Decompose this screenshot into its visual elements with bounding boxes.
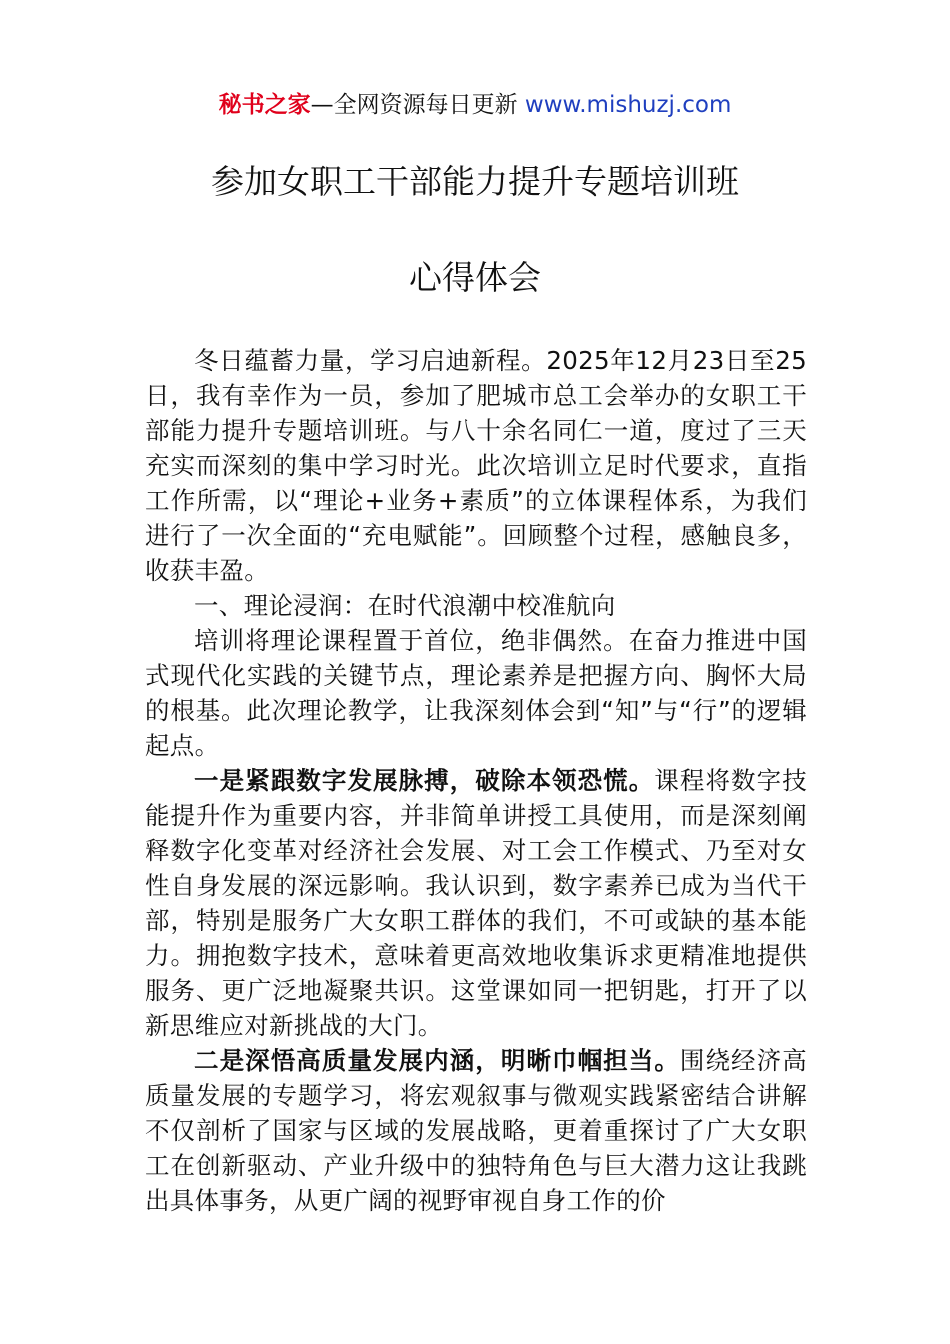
document-title-line-1: 参加女职工干部能力提升专题培训班: [211, 162, 739, 201]
document-title-line-2: 心得体会: [409, 258, 541, 297]
point-lead-2: 二是深悟高质量发展内涵，明晰巾帼担当。: [194, 1046, 680, 1075]
site-header: [0, 88, 950, 122]
brand-name: 秘书之家: [218, 92, 311, 118]
section-heading: 一、理论浸润：在时代浪潮中校准航向: [194, 591, 616, 620]
point-paragraph-1: [145, 763, 807, 1043]
point-lead-1: 一是紧跟数字发展脉搏，破除本领恐慌。: [194, 766, 655, 795]
section-paragraph: 培训将理论课程置于首位，绝非偶然。在奋力推进中国式现代化实践的关键节点，理论素养是把握方向、胸怀大局的根基。此次理论教学，让我深刻体会到“知”与“行”的逻辑起点。: [145, 626, 807, 760]
point-paragraph-2: [145, 1043, 807, 1218]
point-text-1: 课程将数字技能提升作为重要内容，并非简单讲授工具使用，而是深刻阐释数字化变革对经济社会发展、对工会工作模式、乃至对女性自身发展的深远影响。我认识到，数字素养已成为当代干部，特别是服务广大女职工群体的我们，不可或缺的基本能力。拥抱数字技术，意味着更高效地收集诉求更精准地提供服务、更广泛地凝聚共识。这堂课如同一把钥匙，打开了以新思维应对新挑战的大门。: [145, 766, 807, 1040]
header-tagline: —全网资源每日更新: [310, 92, 525, 118]
document-body: [145, 343, 807, 1218]
site-url-link[interactable]: www.mishuzj.com: [524, 92, 732, 118]
intro-paragraph: 冬日蕴蓄力量，学习启迪新程。2025年12月23日至25日，我有幸作为一员，参加了肥城市总工会举办的女职工干部能力提升专题培训班。与八十余名同仁一道，度过了三天充实而深刻的集中学习时光。此次培训立足时代要求，直指工作所需，以“理论+业务+素质”的立体课程体系，为我们进行了一次全面的“充电赋能”。回顾整个过程，感触良多，收获丰盈。: [145, 346, 807, 585]
point-text-2: 围绕经济高质量发展的专题学习，将宏观叙事与微观实践紧密结合讲解不仅剖析了国家与区域的发展战略，更着重探讨了广大女职工在创新驱动、产业升级中的独特角色与巨大潜力这让我跳出具体事务，从更广阔的视野审视自身工作的价: [145, 1046, 808, 1215]
